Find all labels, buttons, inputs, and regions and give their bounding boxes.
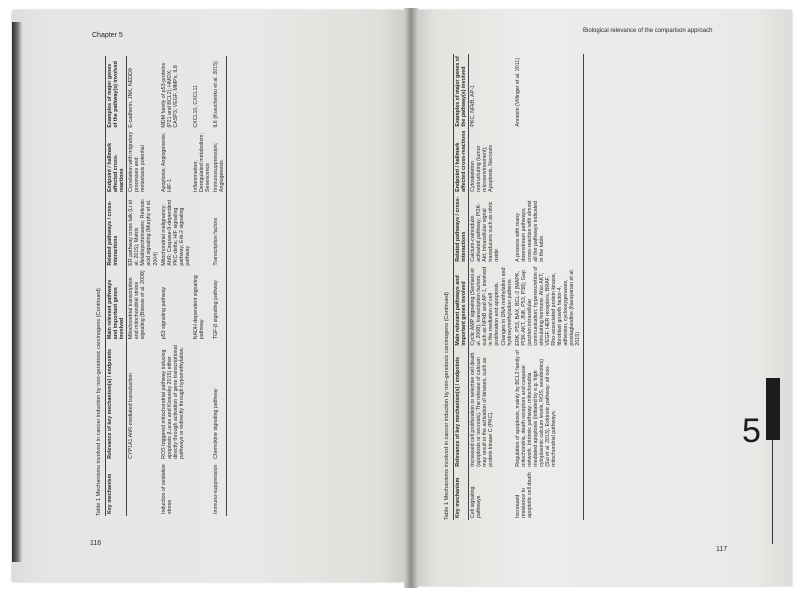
column-header: Examples of major genes of the pathway(s) involved <box>454 54 469 129</box>
table-header-row <box>106 56 127 516</box>
table-cell: Immunosuppression; Angiogenesis <box>212 130 227 194</box>
table-cell: MDM family of p53-proteins (P21 and BCL2); HMOX; CASP3; VEGF, MMPs, IL8 <box>160 62 179 128</box>
column-header: Key mechanism <box>106 461 127 516</box>
table-cell: Inflammation; Deregulated metabolism; Senescence <box>193 133 212 193</box>
table-cell <box>192 194 212 268</box>
right-page-number: 117 <box>716 546 728 553</box>
column-header: Examples of major genes of the pathway(s) involved <box>106 56 127 130</box>
chapter-tab-rule <box>772 440 773 544</box>
column-header: Endpoint / hallmark affected cross-reactions <box>106 130 127 194</box>
right-table-block <box>444 54 584 520</box>
table-cell: Mitochondrial transcription and mitochondrial stress signaling (Biswas et al. 2008) <box>128 270 147 340</box>
table-cell: Cytoskeleton restructuring (tumor microenvironment); Apoptosis, Necrosis <box>470 145 495 192</box>
column-header: Main relevant pathways and important genes involved <box>106 268 127 342</box>
column-header: Relevance of key mechanism(s) / endpoints <box>106 341 127 461</box>
table-row <box>212 56 227 516</box>
book-spine <box>404 8 418 588</box>
table-cell: Cyclic AMP signaling (Sentiani et al. 2008); transcription factors, such as NFkB and AP-1, involved in the mediation of cell proliferation and apoptosis. Changes in DNA methylation and hydroxymethylation patterns. <box>470 266 513 346</box>
table-cell <box>127 461 160 516</box>
column-header: Key mechanism <box>454 469 469 520</box>
table-cell: Transcription factors <box>212 194 227 268</box>
column-header: Related pathways / cross-interactions <box>106 194 127 268</box>
table-cell: TGF-β signaling pathway <box>212 268 227 342</box>
table-cell: Apoptosis; Angiogenesis; HIF-1 <box>160 132 173 193</box>
left-running-header: Chapter 5 <box>92 32 123 39</box>
chapter-number: 5 <box>742 412 761 450</box>
table-cell: PKC, NFkB, AP-1 <box>470 85 477 127</box>
right-running-header: Biological relevance of the comparison approach <box>583 28 713 34</box>
table-cell: Increased resistance to apoptotic cell death <box>514 469 583 520</box>
table-cell: Immuno-suppression <box>212 461 227 516</box>
table-cell <box>192 341 212 461</box>
table-row <box>127 56 160 516</box>
table-cell: Calcium-calmodulin activated pathway; PI3K-Akt; Intracellular signal transducers such as nitric oxide <box>470 201 501 262</box>
table-row <box>514 54 583 520</box>
table-cell: Increased cell proliferation or selective cell death (apoptosis or necrosis). The release of calcium may result in the activation of kinases, such as protein kinase C (PKC). <box>470 352 495 467</box>
table-cell: ER pathway cross talk (Li et al. 2015); Matrix Metalloproteinases; Retinoic acid signaling (Murphy et al. 2004) <box>128 199 159 266</box>
chapter-thumb-tab <box>766 378 780 440</box>
table-row <box>160 56 192 516</box>
table-cell: Induction of oxidative stress <box>160 464 173 514</box>
table-cell: Annexin (Villinger et al. 2011) <box>514 54 583 129</box>
table-cell: CXCL10, CXCL11 <box>193 85 200 128</box>
right-table-caption: Table 1 Mechanisms involved in cancer induction by non-genotoxic carcinogens (Continued) <box>444 292 450 520</box>
table-cell: NADH dependent signaling pathway <box>193 275 206 340</box>
table-cell: Cell signaling pathways <box>470 486 483 518</box>
column-header: Related pathways / cross-interactions <box>454 194 469 264</box>
table-cell <box>192 461 212 516</box>
column-header: Relevance of key mechanism(s) / endpoints <box>454 348 469 469</box>
table-cell: IL6 (Kravchenko et al. 2015) <box>212 56 227 130</box>
column-header: Endpoint / hallmark affected cross-reactions <box>455 130 468 192</box>
table-cell: ROS triggered mitochondrial pathway inducing apoptosis (Lucas and Klososky 2015) either directly through activation of gene transcriptional pathways or indirectly through hypomethylation. <box>160 345 185 459</box>
table-row <box>469 54 514 520</box>
left-page-number: 116 <box>90 540 102 547</box>
table-cell: Regulation of apoptosis, mainly by BCL2 family of mitochondria, death receptors and caspase network. Intrinsic pathway: mitochondria mediated apoptosis (initiated by e.g. high cytoplasmic calcium levels, ROS, xenobiotics) (Sui et al. 2013). Extrinsic pathway: all non-mitochondrial pathways. <box>514 348 583 469</box>
table-row <box>192 56 212 516</box>
table-cell: CYP1A1 AhR-mediated transduction <box>128 373 135 459</box>
table-header-row <box>454 54 469 520</box>
left-table-block <box>96 56 227 516</box>
table-cell: A process with many downstream pathways; cross-reaction with almost all the pathways indicated in the table. <box>514 194 583 264</box>
table-cell: Mitochondrial malignancy; AhR; Caspase-9-dependent PKC-delta; HIF signaling pathway; Erb-2 signaling pathway <box>160 199 191 266</box>
table-cell: p53 signaling pathway <box>160 286 167 340</box>
table-cell: Chemokine signaling pathway <box>212 341 227 461</box>
table-cell <box>514 129 583 194</box>
left-table-caption: Table 1 Mechanisms involved in cancer induction by non-genotoxic carcinogens (Continued) <box>96 288 102 516</box>
table-cell: Correlation with migratory processes and metastasis potential <box>128 131 147 193</box>
right-mechanisms-table <box>453 54 584 520</box>
left-mechanisms-table <box>105 56 227 516</box>
table-cell: E-cadherin, JNK, NEDD9 <box>128 68 135 128</box>
column-header: Main relevant pathways and important genes involved <box>454 264 469 348</box>
table-cell: ERK, P53, BAX, BCL-2 (MAPK, PI3K-AKT, JNK, P53, P38); Gap junction intracellular communication; hyperexcretion of stimulating hormone. Also AKT, VEGF, HER receptors, BRAF, Rho-associated protein kinase, fibroblast growth factor-4, adhesion, cyclooxygenases, prostaglandins (Narayanan et al. 2015) <box>514 264 583 348</box>
left-page-edge-shadow <box>12 22 22 562</box>
